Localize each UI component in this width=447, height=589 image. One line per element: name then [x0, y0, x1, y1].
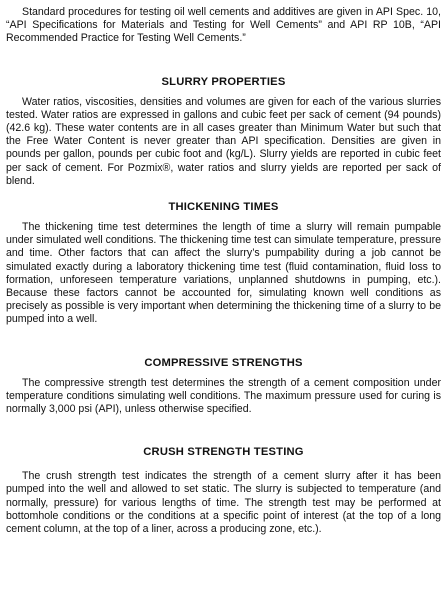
section-heading-thickening-times: THICKENING TIMES	[168, 201, 279, 214]
intro-paragraph: Standard procedures for testing oil well cements and additives are given in API Spec. 10, “API Specifications for Materials and Testing for Well Cements” and API RP 10B, “API Recommended Practice for Testing Well Cements.”	[6, 6, 441, 45]
section-paragraph-thickening-times: The thickening time test determines the length of time a slurry will remain pumpable under simulated well conditions. The thickening time test can simulate temperature, pressure and time. Other factors that can affect the slurry’s pumpability during a job cannot be simulated exactly during a laboratory thickening time test (fluid contamination, fluid loss to formation, unforeseen temperature variations, unplanned shutdowns in pumping, etc.). Because these factors cannot be accounted for, simulating known well conditions as precisely as possible is very important when determining the thickening time of a slurry to be pumped into a well.	[6, 221, 441, 326]
section-heading-crush-strength-testing: CRUSH STRENGTH TESTING	[143, 446, 304, 459]
document-page	[6, 6, 441, 536]
section-heading-compressive-strengths: COMPRESSIVE STRENGTHS	[144, 356, 303, 369]
section-heading-slurry-properties: SLURRY PROPERTIES	[161, 75, 286, 88]
section-paragraph-crush-strength-testing: The crush strength test indicates the strength of a cement slurry after it has been pumped into the well and allowed to set static. The slurry is subjected to temperature (and normally, pressure) for various lengths of time. The strength test may be performed at bottomhole conditions or the conditions at a specific point of interest (at the top of a long cement column, at the top of a liner, across a producing zone, etc.).	[6, 470, 441, 536]
section-paragraph-slurry-properties: Water ratios, viscosities, densities and volumes are given for each of the various slurries tested. Water ratios are expressed in gallons and cubic feet per sack of cement (94 pounds) (42.6 kg). These water contents are in all cases greater than Minimum Water but such that the Free Water Content is never greater than API specification. Densities are given in pounds per gallon, pounds per cubic foot and (kg/L). Slurry yields are reported in cubic feet per sack of cement. For Pozmix®, water ratios and slurry yields are reported per sack of blend.	[6, 95, 441, 187]
section-paragraph-compressive-strengths: The compressive strength test determines the strength of a cement composition under temperature conditions simulating well conditions. The maximum pressure used for curing is normally 3,000 psi (API), unless otherwise specified.	[6, 376, 441, 416]
